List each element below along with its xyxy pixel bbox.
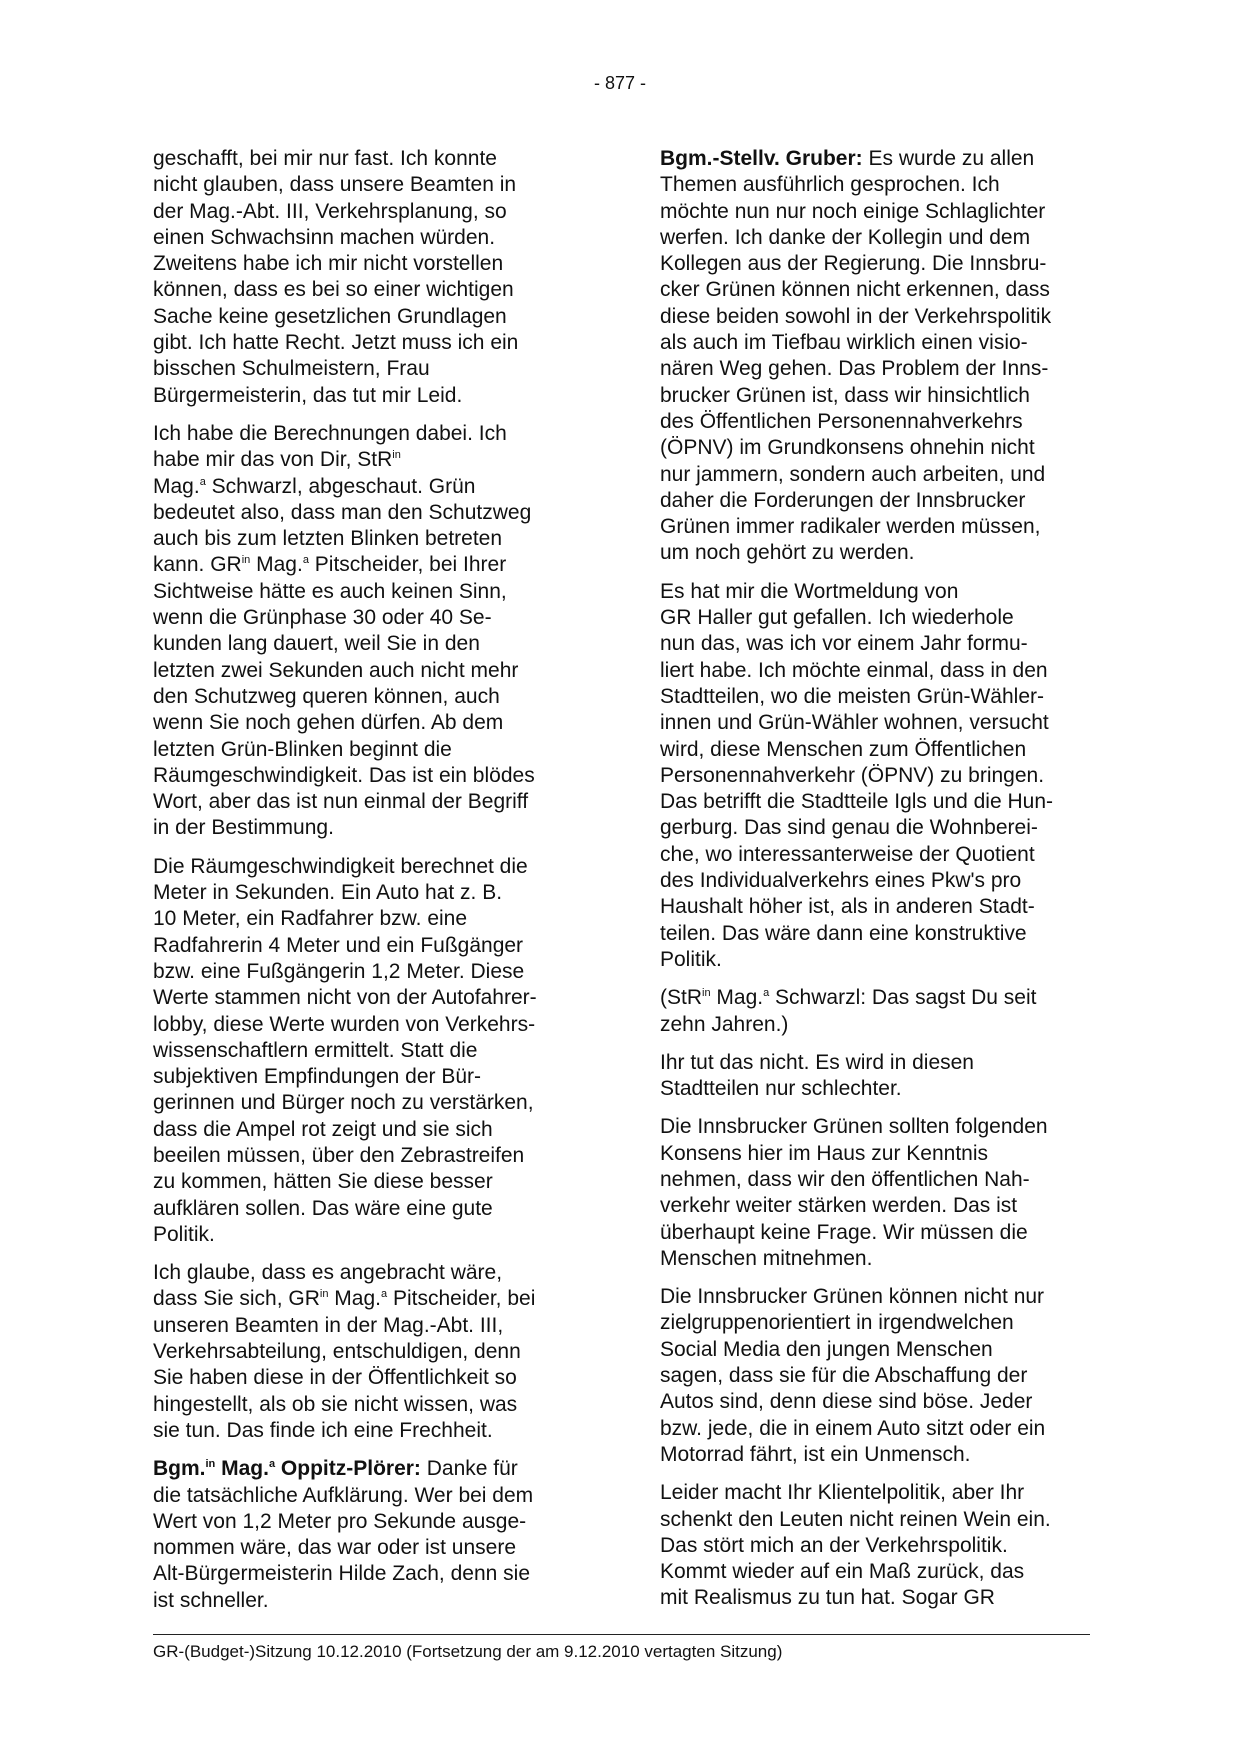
text-line: Haushalt höher ist, als in anderen Stadt- xyxy=(660,895,1035,919)
left-paragraph-2 xyxy=(153,421,598,842)
text-line: Autos sind, denn diese sind böse. Jeder xyxy=(660,1390,1033,1414)
text-line: nicht glauben, dass unsere Beamten in xyxy=(153,173,517,197)
right-paragraph-4 xyxy=(660,1050,1105,1103)
text-line: einen Schwachsinn machen würden. xyxy=(153,225,496,249)
text-line: Die Innsbrucker Grünen können nicht nur xyxy=(660,1285,1045,1309)
text-line: nehmen, dass wir den öffentlichen Nah- xyxy=(660,1167,1030,1191)
text-line: Werte stammen nicht von der Autofahrer- xyxy=(153,986,537,1010)
right-paragraph-3 xyxy=(660,985,1105,1038)
page-number: - 877 - xyxy=(593,73,647,93)
text-line: letzten Grün-Blinken beginnt die xyxy=(153,737,452,761)
text-line: Motorrad fährt, ist ein Unmensch. xyxy=(660,1442,971,1466)
text-line: überhaupt keine Frage. Wir müssen die xyxy=(660,1220,1028,1244)
text-line: können, dass es bei so einer wichtigen xyxy=(153,278,514,302)
text-line: Social Media den jungen Menschen xyxy=(660,1337,993,1361)
text-line: Räumgeschwindigkeit. Das ist ein blödes xyxy=(153,763,535,787)
text-line: Das stört mich an der Verkehrspolitik. xyxy=(660,1533,1008,1557)
text-line: Politik. xyxy=(153,1222,215,1246)
paragraph-text: Ich habe die Berechnungen dabei. Ich habe mir das von Dir, StR$^{in}$ Mag.$^a$ Schwarzl, abgeschaut. Grün bedeutet also, dass man den Schutzweg auch bis zum letzten Blinken betreten kann. $GR^{in}$ Mag.$^a$ Pitscheider, bei Ihrer Sichtweise hätte es auch keinen Sinn, wenn die Grünphase 30 oder 40 Se- kunden lang dauert, weil Sie in den letzten zwei Sekunden auch nicht mehr den Schutzweg queren können, auch wenn Sie noch gehen dürfen. Ab dem letzten Grün-Blinken beginnt die Räumgeschwindigkeit. Das ist ein blödes Wort, aber das ist nun einmal der Begriff in der Bestimmung. xyxy=(153,421,598,842)
text-line: Radfahrerin 4 Meter und ein Fußgänger xyxy=(153,933,524,957)
paragraph-text: Bgm.$^{in}$ Mag.$^a$ Oppitz-Plörer: Danke für die tatsächliche Aufklärung. Wer bei dem Wert von 1,2 Meter pro Sekunde ausge- nommen wäre, das war oder ist unsere Alt-Bürgermeisterin Hilde Zach, denn sie ist schneller. xyxy=(153,1456,598,1614)
right-paragraph-1 xyxy=(660,146,1105,567)
text-line: innen und Grün-Wähler wohnen, versucht xyxy=(660,711,1049,735)
text-line: gibt. Ich hatte Recht. Jetzt muss ich ein xyxy=(153,331,519,355)
text-line: brucker Grünen ist, dass wir hinsichtlich xyxy=(660,383,1030,407)
text-line: um noch gehört zu werden. xyxy=(660,541,915,565)
speaker-name: Bgm.$^{in}$ Mag.$^a$ Oppitz-Plörer: xyxy=(153,1457,421,1481)
text-line: sie tun. Das finde ich eine Frechheit. xyxy=(153,1418,493,1442)
text-line: ist schneller. xyxy=(153,1588,269,1612)
right-column xyxy=(660,146,1105,1624)
left-paragraph-5 xyxy=(153,1456,598,1614)
text-line: geschafft, bei mir nur fast. Ich konnte xyxy=(153,147,497,170)
text-line: GR Haller gut gefallen. Ich wiederhole xyxy=(660,606,1014,630)
text-line: Menschen mitnehmen. xyxy=(660,1246,873,1270)
text-line: liert habe. Ich möchte einmal, dass in den xyxy=(660,658,1048,682)
paragraph-text: Bgm.-Stellv. Gruber: Es wurde zu allen Themen ausführlich gesprochen. Ich möchte nun nur noch einige Schlaglichter werfen. Ich danke der Kollegin und dem Kollegen aus der Regierung. Die Innsbru- cker Grünen können nicht erkennen, dass diese beiden sowohl in der Verkehrspolitik als auch im Tiefbau wirklich einen visio- nären Weg gehen. Das Problem der Inns- brucker Grünen ist, dass wir hinsichtlich des Öffentlichen Personennahverkehrs (ÖPNV) im Grundkonsens ohnehin nicht nur jammern, sondern auch arbeiten, und daher die Forderungen der Innsbrucker Grünen immer radikaler werden müssen, um noch gehört zu werden. xyxy=(660,146,1105,567)
text-line: Leider macht Ihr Klientelpolitik, aber Ihr xyxy=(660,1481,1025,1505)
paragraph-text: (StR$^{in}$ Mag.$^a$ Schwarzl: Das sagst Du seit zehn Jahren.) xyxy=(660,986,1037,1036)
text-line: nären Weg gehen. Das Problem der Inns- xyxy=(660,357,1049,381)
text-line: diese beiden sowohl in der Verkehrspolitik xyxy=(660,304,1052,328)
text-line: aufklären sollen. Das wäre eine gute xyxy=(153,1196,493,1220)
text-line: wird, diese Menschen zum Öffentlichen xyxy=(660,737,1027,761)
text-line: den Schutzweg queren können, auch xyxy=(153,684,500,708)
text-line: hingestellt, als ob sie nicht wissen, was xyxy=(153,1392,518,1416)
text-line: Sichtweise hätte es auch keinen Sinn, xyxy=(153,579,507,603)
left-paragraph-1 xyxy=(153,146,598,409)
text-line: Wort, aber das ist nun einmal der Begriff xyxy=(153,790,529,814)
text-line: 10 Meter, ein Radfahrer bzw. eine xyxy=(153,907,468,931)
text-line: Sie haben diese in der Öffentlichkeit so xyxy=(153,1366,517,1390)
text-line: unseren Beamten in der Mag.-Abt. III, xyxy=(153,1313,504,1337)
text-line: als auch im Tiefbau wirklich einen visio- xyxy=(660,331,1028,355)
text-line: dass die Ampel rot zeigt und sie sich xyxy=(153,1117,493,1141)
text-line: cker Grünen können nicht erkennen, dass xyxy=(660,278,1050,302)
text-line: gerburg. Das sind genau die Wohnberei- xyxy=(660,816,1038,840)
text-line: bzw. jede, die in einem Auto sitzt oder ein xyxy=(660,1416,1046,1440)
paragraph-text xyxy=(153,146,598,409)
text-line: kunden lang dauert, weil Sie in den xyxy=(153,632,480,656)
text-line: des Individualverkehrs eines Pkw's pro xyxy=(660,869,1022,893)
text-line: mit Realismus zu tun hat. Sogar GR xyxy=(660,1586,995,1610)
text-line: (ÖPNV) im Grundkonsens ohnehin nicht xyxy=(660,436,1035,460)
text-line: Grünen immer radikaler werden müssen, xyxy=(660,515,1041,539)
text-line: bzw. eine Fußgängerin 1,2 Meter. Diese xyxy=(153,959,525,983)
speaker-name: Bgm.-Stellv. Gruber: xyxy=(660,147,863,170)
text-line: werfen. Ich danke der Kollegin und dem xyxy=(660,225,1031,249)
footer-divider xyxy=(153,1634,1090,1635)
text-line: nommen wäre, das war oder ist unsere xyxy=(153,1536,516,1560)
paragraph-text xyxy=(660,579,1105,973)
footer-text: GR-(Budget-)Sitzung 10.12.2010 (Fortsetzung der am 9.12.2010 vertagten Sitzung) xyxy=(153,1642,783,1661)
text-line: Konsens hier im Haus zur Kenntnis xyxy=(660,1141,988,1165)
text-line: Ihr tut das nicht. Es wird in diesen xyxy=(660,1050,974,1074)
text-line: Meter in Sekunden. Ein Auto hat z. B. xyxy=(153,881,503,905)
text-line: wenn die Grünphase 30 oder 40 Se- xyxy=(153,606,492,630)
text-line: gerinnen und Bürger noch zu verstärken, xyxy=(153,1091,534,1115)
right-paragraph-6 xyxy=(660,1284,1105,1468)
text-line: beeilen müssen, über den Zebrastreifen xyxy=(153,1143,525,1167)
text-line: letzten zwei Sekunden auch nicht mehr xyxy=(153,658,519,682)
paragraph-text xyxy=(660,1050,1105,1103)
left-paragraph-3 xyxy=(153,854,598,1248)
text-line: subjektiven Empfindungen der Bür- xyxy=(153,1065,482,1089)
text-line: Verkehrsabteilung, entschuldigen, denn xyxy=(153,1340,521,1364)
text-line: daher die Forderungen der Innsbrucker xyxy=(660,488,1026,512)
text-line: Wert von 1,2 Meter pro Sekunde ausge- xyxy=(153,1509,527,1533)
text-line: Die Innsbrucker Grünen sollten folgenden xyxy=(660,1115,1048,1139)
text-line: Kollegen aus der Regierung. Die Innsbru- xyxy=(660,252,1047,276)
text-line: zielgruppenorientiert in irgendwelchen xyxy=(660,1311,1014,1335)
text-line: wissenschaftlern ermittelt. Statt die xyxy=(153,1038,478,1062)
text-line: Politik. xyxy=(660,947,722,971)
text-line: Sache keine gesetzlichen Grundlagen xyxy=(153,304,507,328)
text-line: bisschen Schulmeistern, Frau xyxy=(153,357,430,381)
right-paragraph-5 xyxy=(660,1114,1105,1272)
text-line: Themen ausführlich gesprochen. Ich xyxy=(660,173,1000,197)
text-line: zu kommen, hätten Sie diese besser xyxy=(153,1170,493,1194)
paragraph-text xyxy=(660,1480,1105,1611)
text-line: schenkt den Leuten nicht reinen Wein ein. xyxy=(660,1507,1051,1531)
text-line: möchte nun nur noch einige Schlaglichter xyxy=(660,199,1046,223)
text-line: wenn Sie noch gehen dürfen. Ab dem xyxy=(153,711,504,735)
paragraph-text xyxy=(660,1114,1105,1272)
text-line: die tatsächliche Aufklärung. Wer bei dem xyxy=(153,1483,534,1507)
text-line: Stadtteilen, wo die meisten Grün-Wähler- xyxy=(660,684,1044,708)
text-line: verkehr weiter stärken werden. Das ist xyxy=(660,1194,1018,1218)
text-line: Bürgermeisterin, das tut mir Leid. xyxy=(153,383,463,407)
paragraph-text xyxy=(660,1284,1105,1468)
text-line: Das betrifft die Stadtteile Igls und die Hun- xyxy=(660,790,1054,814)
text-line: teilen. Das wäre dann eine konstruktive xyxy=(660,921,1027,945)
text-line: Die Räumgeschwindigkeit berechnet die xyxy=(153,854,528,878)
text-line: des Öffentlichen Personennahverkehrs xyxy=(660,409,1023,433)
paragraph-text xyxy=(153,854,598,1248)
text-line: Kommt wieder auf ein Maß zurück, das xyxy=(660,1560,1025,1584)
text-line: Stadtteilen nur schlechter. xyxy=(660,1077,902,1101)
text-line: nun das, was ich vor einem Jahr formu- xyxy=(660,632,1028,656)
text-line: der Mag.-Abt. III, Verkehrsplanung, so xyxy=(153,199,507,223)
text-line: sagen, dass sie für die Abschaffung der xyxy=(660,1364,1028,1388)
text-line: nur jammern, sondern auch arbeiten, und xyxy=(660,462,1046,486)
text-line: Personennahverkehr (ÖPNV) zu bringen. xyxy=(660,763,1045,787)
text-line: che, wo interessanterweise der Quotient xyxy=(660,842,1035,866)
right-paragraph-7 xyxy=(660,1480,1105,1611)
left-column xyxy=(153,146,598,1626)
paragraph-text: Ich glaube, dass es angebracht wäre, dass Sie sich, $GR^{in}$ Mag.$^a$ Pitscheider, bei unseren Beamten in der Mag.-Abt. III, Verkehrsabteilung, entschuldigen, denn Sie haben diese in der Öffentlichkeit so hingestellt, als ob sie nicht wissen, was sie tun. Das finde ich eine Frechheit. xyxy=(153,1260,598,1444)
text-line: Es hat mir die Wortmeldung von xyxy=(660,579,959,603)
text-line: Alt-Bürgermeisterin Hilde Zach, denn sie xyxy=(153,1562,530,1586)
text-line: Zweitens habe ich mir nicht vorstellen xyxy=(153,252,504,276)
right-paragraph-2 xyxy=(660,579,1105,973)
left-paragraph-4 xyxy=(153,1260,598,1444)
text-line: lobby, diese Werte wurden von Verkehrs- xyxy=(153,1012,536,1036)
text-line: in der Bestimmung. xyxy=(153,816,334,840)
